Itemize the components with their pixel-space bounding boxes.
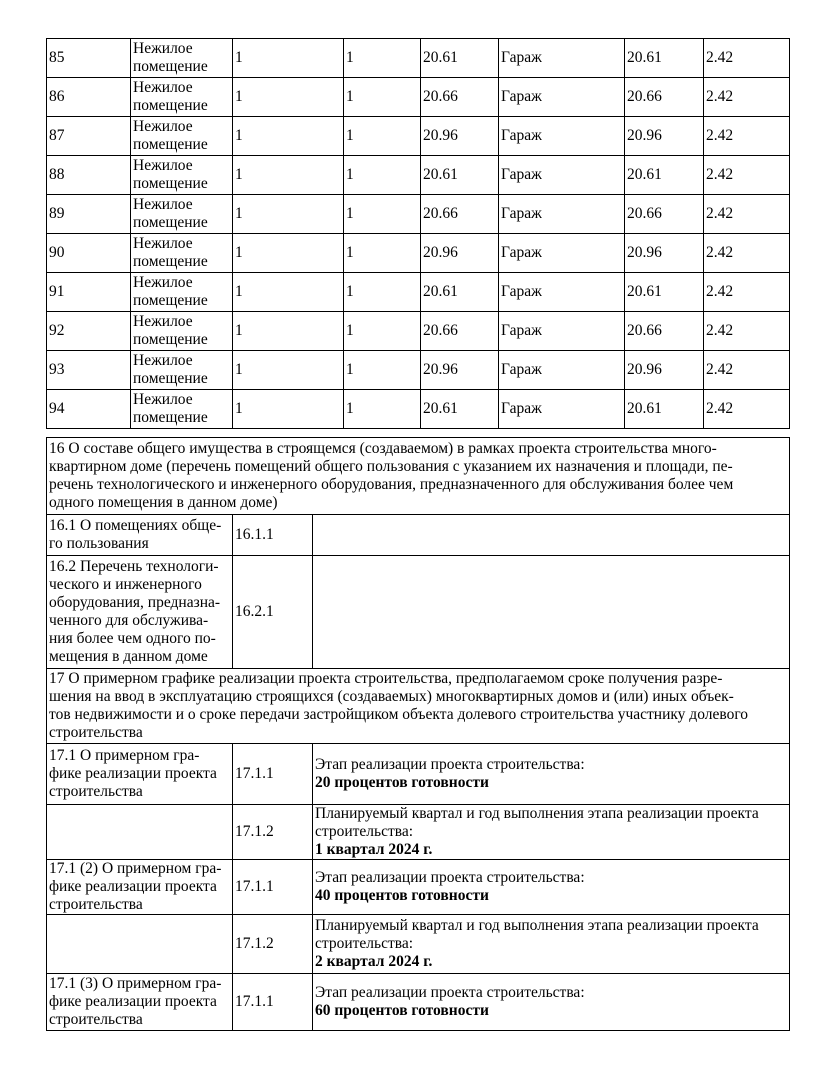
cell-unit-number: 94 <box>47 390 131 429</box>
row-code: 17.1.2 <box>233 805 313 860</box>
value-caption: Этап реализации проекта строительства: <box>315 869 585 886</box>
value-bold: 20 процентов готовности <box>315 774 489 791</box>
cell-col-4: 1 <box>344 39 421 78</box>
cell-room-area: 20.61 <box>625 156 704 195</box>
cell-unit-number: 87 <box>47 117 131 156</box>
cell-unit-number: 93 <box>47 351 131 390</box>
cell-room-area: 20.96 <box>625 351 704 390</box>
value-bold: 40 процентов готовности <box>315 887 489 904</box>
cell-room-area: 20.66 <box>625 195 704 234</box>
row-label <box>47 915 233 974</box>
table-row <box>47 195 790 234</box>
value-caption: Этап реализации проекта строительства: <box>315 984 585 1001</box>
cell-height: 2.42 <box>704 39 790 78</box>
table-row <box>47 805 790 860</box>
cell-purpose: Гараж <box>499 390 625 429</box>
cell-room-area: 20.66 <box>625 312 704 351</box>
cell-unit-number: 89 <box>47 195 131 234</box>
table-row <box>47 974 790 1031</box>
cell-unit-type: Нежилое помещение <box>131 234 233 273</box>
value-caption: Планируемый квартал и год выполнения этапа реализации проекта строительства: <box>315 917 759 952</box>
value-caption: Планируемый квартал и год выполнения этапа реализации проекта строительства: <box>315 805 759 840</box>
cell-height: 2.42 <box>704 234 790 273</box>
cell-area: 20.66 <box>421 312 499 351</box>
row-label <box>47 805 233 860</box>
cell-unit-type: Нежилое помещение <box>131 117 233 156</box>
row-label: 16.1 О помещениях обще- го пользования <box>47 515 233 556</box>
value-caption: Этап реализации проекта строительства: <box>315 756 585 773</box>
row-value <box>313 860 790 915</box>
cell-height: 2.42 <box>704 273 790 312</box>
row-code: 17.1.1 <box>233 744 313 805</box>
cell-col-3: 1 <box>233 78 344 117</box>
table-row <box>47 312 790 351</box>
cell-room-area: 20.96 <box>625 117 704 156</box>
table-row <box>47 860 790 915</box>
cell-col-4: 1 <box>344 351 421 390</box>
cell-room-area: 20.66 <box>625 78 704 117</box>
cell-col-4: 1 <box>344 273 421 312</box>
value-bold: 1 квартал 2024 г. <box>315 841 433 858</box>
cell-purpose: Гараж <box>499 156 625 195</box>
cell-col-3: 1 <box>233 195 344 234</box>
cell-height: 2.42 <box>704 195 790 234</box>
cell-col-3: 1 <box>233 390 344 429</box>
cell-purpose: Гараж <box>499 351 625 390</box>
row-label: 17.1 (2) О примерном гра- фике реализации проекта строительства <box>47 860 233 915</box>
cell-area: 20.61 <box>421 273 499 312</box>
row-value <box>313 515 790 556</box>
table-row <box>47 515 790 556</box>
units-table <box>46 38 790 429</box>
cell-area: 20.61 <box>421 39 499 78</box>
cell-height: 2.42 <box>704 390 790 429</box>
table-row <box>47 156 790 195</box>
table-row <box>47 78 790 117</box>
cell-area: 20.96 <box>421 117 499 156</box>
cell-purpose: Гараж <box>499 234 625 273</box>
cell-unit-number: 92 <box>47 312 131 351</box>
table-row <box>47 273 790 312</box>
cell-height: 2.42 <box>704 117 790 156</box>
cell-col-4: 1 <box>344 78 421 117</box>
cell-unit-type: Нежилое помещение <box>131 39 233 78</box>
cell-col-4: 1 <box>344 312 421 351</box>
cell-room-area: 20.61 <box>625 273 704 312</box>
row-code: 17.1.1 <box>233 974 313 1031</box>
cell-area: 20.61 <box>421 156 499 195</box>
cell-unit-type: Нежилое помещение <box>131 195 233 234</box>
row-value <box>313 556 790 669</box>
cell-area: 20.61 <box>421 390 499 429</box>
row-code: 17.1.2 <box>233 915 313 974</box>
cell-col-3: 1 <box>233 273 344 312</box>
cell-purpose: Гараж <box>499 273 625 312</box>
cell-col-3: 1 <box>233 234 344 273</box>
section-17-header: 17 О примерном графике реализации проекта строительства, предполагаемом сроке получения разре- шения на ввод в эксплуатацию строящихся (создаваемых) многоквартирных домов и (или) иных объек- тов недвижимости и о сроке передачи застройщиком объекта долевого строительства участнику долевого строительства <box>47 669 790 744</box>
section-17-header-row <box>47 669 790 744</box>
cell-area: 20.96 <box>421 234 499 273</box>
cell-unit-type: Нежилое помещение <box>131 78 233 117</box>
cell-col-4: 1 <box>344 156 421 195</box>
row-code: 16.1.1 <box>233 515 313 556</box>
cell-unit-type: Нежилое помещение <box>131 273 233 312</box>
cell-unit-type: Нежилое помещение <box>131 156 233 195</box>
cell-unit-number: 85 <box>47 39 131 78</box>
section-16-header-row <box>47 438 790 515</box>
section-16-header: 16 О составе общего имущества в строящемся (создаваемом) в рамках проекта строительства много- квартирном доме (перечень помещений общего пользования с указанием их назначения и площади, пе- речень технологического и инженерного оборудования, предназначенного для обслуживания более чем одного помещения в данном доме) <box>47 438 790 515</box>
cell-unit-type: Нежилое помещение <box>131 390 233 429</box>
cell-purpose: Гараж <box>499 117 625 156</box>
cell-col-4: 1 <box>344 390 421 429</box>
cell-col-4: 1 <box>344 195 421 234</box>
row-label: 17.1 (3) О примерном гра- фике реализации проекта строительства <box>47 974 233 1031</box>
cell-room-area: 20.61 <box>625 390 704 429</box>
cell-purpose: Гараж <box>499 195 625 234</box>
table-row <box>47 744 790 805</box>
cell-height: 2.42 <box>704 156 790 195</box>
row-label: 16.2 Перечень технологи- ческого и инженерного оборудования, предназна- ченного для обслужива- ния более чем одного по- мещения в данном доме <box>47 556 233 669</box>
cell-height: 2.42 <box>704 78 790 117</box>
table-row <box>47 556 790 669</box>
row-value <box>313 915 790 974</box>
cell-col-4: 1 <box>344 234 421 273</box>
cell-unit-number: 88 <box>47 156 131 195</box>
cell-height: 2.42 <box>704 351 790 390</box>
cell-height: 2.42 <box>704 312 790 351</box>
cell-col-4: 1 <box>344 117 421 156</box>
cell-col-3: 1 <box>233 312 344 351</box>
common-property-table <box>46 437 790 1031</box>
cell-area: 20.66 <box>421 195 499 234</box>
cell-purpose: Гараж <box>499 78 625 117</box>
row-label: 17.1 О примерном гра- фике реализации проекта строительства <box>47 744 233 805</box>
table-row <box>47 117 790 156</box>
table-row <box>47 915 790 974</box>
cell-col-3: 1 <box>233 39 344 78</box>
cell-room-area: 20.96 <box>625 234 704 273</box>
cell-unit-number: 91 <box>47 273 131 312</box>
table-row <box>47 351 790 390</box>
table-row <box>47 234 790 273</box>
row-value <box>313 974 790 1031</box>
cell-col-3: 1 <box>233 117 344 156</box>
cell-unit-number: 86 <box>47 78 131 117</box>
cell-area: 20.66 <box>421 78 499 117</box>
cell-purpose: Гараж <box>499 39 625 78</box>
table-row <box>47 39 790 78</box>
cell-col-3: 1 <box>233 351 344 390</box>
value-bold: 2 квартал 2024 г. <box>315 953 433 970</box>
cell-purpose: Гараж <box>499 312 625 351</box>
cell-unit-number: 90 <box>47 234 131 273</box>
row-value <box>313 744 790 805</box>
cell-room-area: 20.61 <box>625 39 704 78</box>
value-bold: 60 процентов готовности <box>315 1002 489 1019</box>
row-code: 16.2.1 <box>233 556 313 669</box>
cell-unit-type: Нежилое помещение <box>131 312 233 351</box>
cell-unit-type: Нежилое помещение <box>131 351 233 390</box>
row-code: 17.1.1 <box>233 860 313 915</box>
cell-area: 20.96 <box>421 351 499 390</box>
table-row <box>47 390 790 429</box>
cell-col-3: 1 <box>233 156 344 195</box>
row-value <box>313 805 790 860</box>
